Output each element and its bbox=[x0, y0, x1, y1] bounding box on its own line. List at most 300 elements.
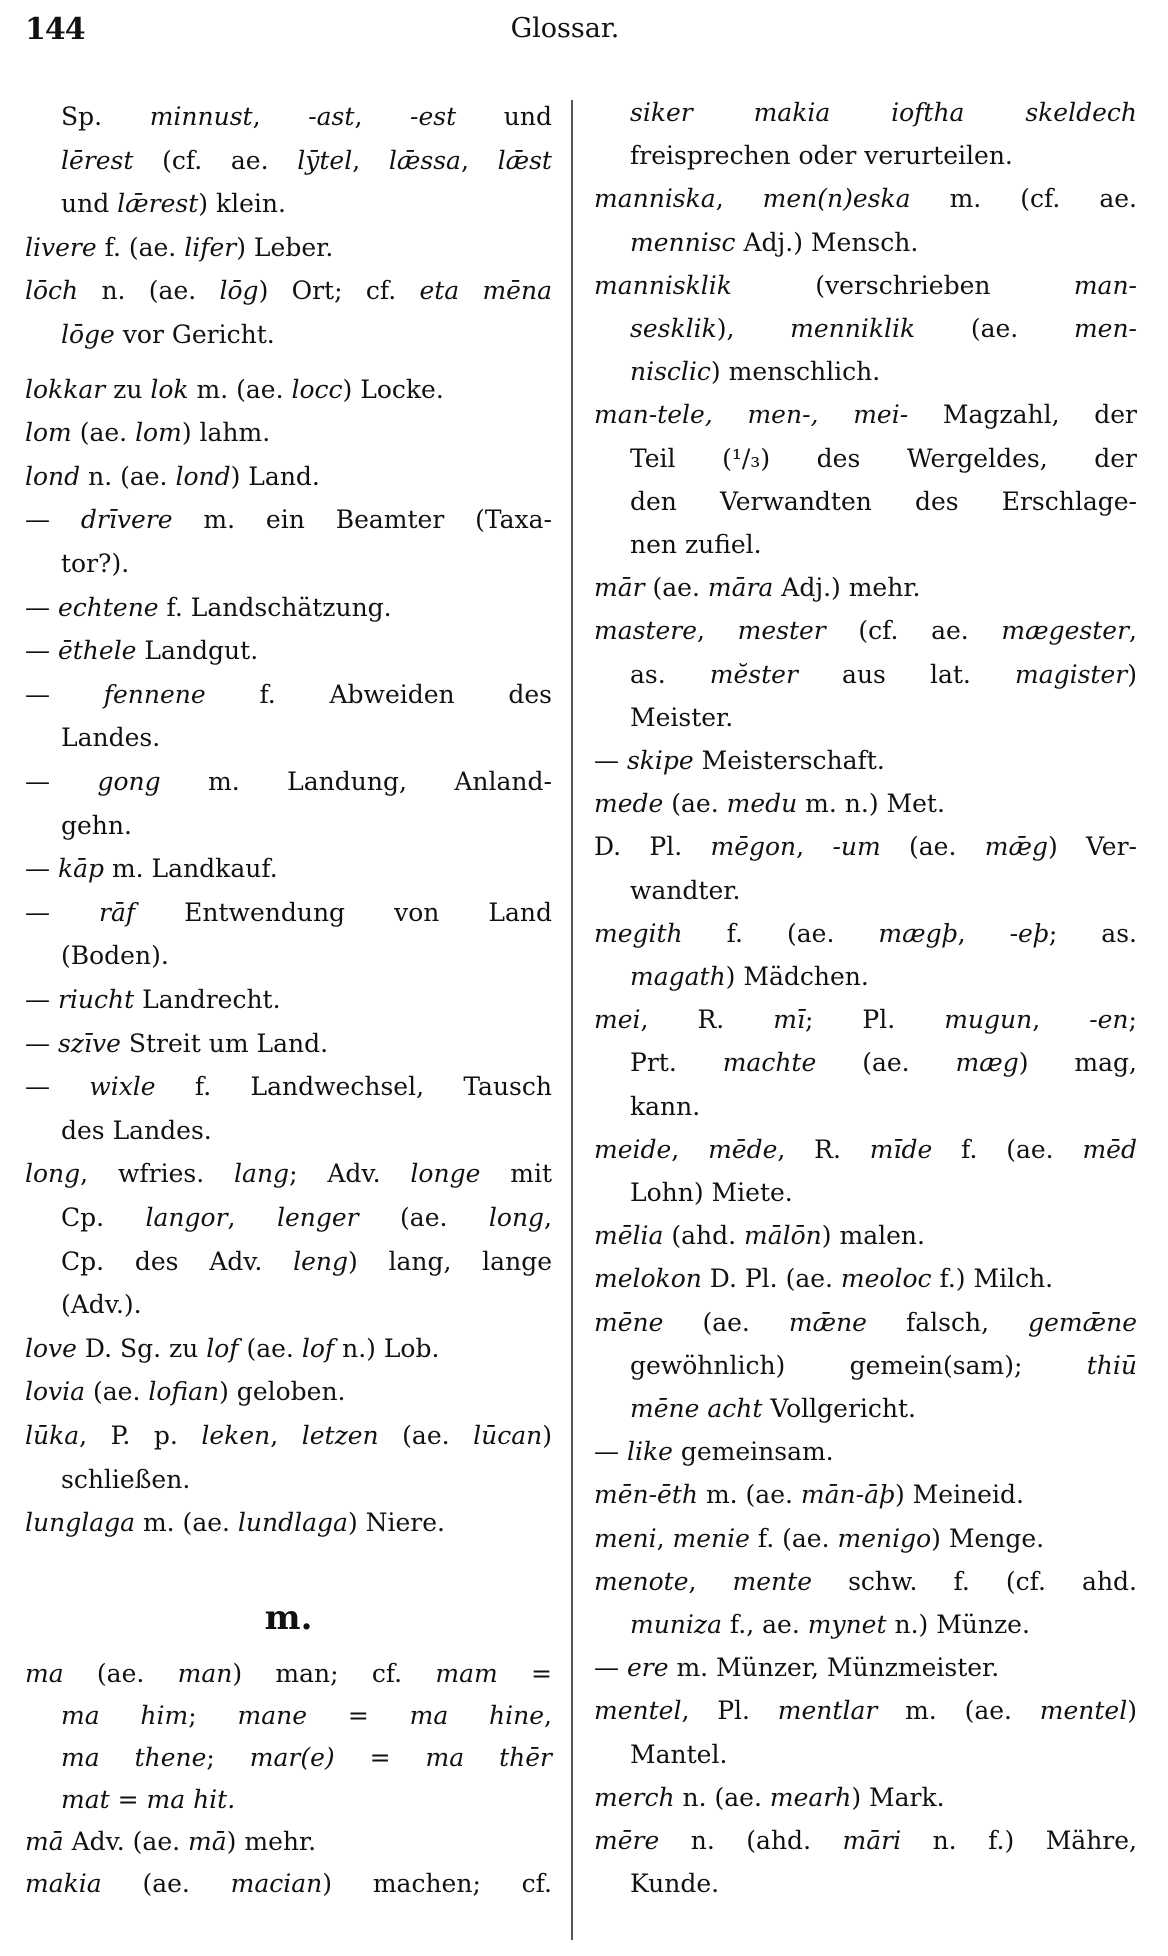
glossary-entry-line bbox=[630, 1087, 1137, 1127]
glossary-entry-headline bbox=[594, 1691, 1137, 1731]
gloss-text: (ae. bbox=[63, 1659, 178, 1688]
frisian-term: mar(e) bbox=[249, 1743, 335, 1772]
frisian-term: -en bbox=[1089, 1005, 1129, 1035]
page-number: 144 bbox=[25, 12, 85, 47]
glossary-entry-headline bbox=[594, 568, 1137, 608]
gloss-text: (ae. bbox=[915, 314, 1074, 343]
gloss-text: ) Leber. bbox=[236, 232, 334, 262]
gloss-text: ) mag, bbox=[1018, 1048, 1137, 1078]
glossary-entry-line bbox=[61, 936, 552, 976]
frisian-term: mālōn bbox=[744, 1221, 822, 1251]
frisian-term: locc bbox=[291, 374, 343, 404]
gloss-text: , Pl. bbox=[681, 1696, 778, 1726]
frisian-term: drīvere bbox=[80, 505, 173, 535]
frisian-term: muniza bbox=[630, 1610, 722, 1639]
glossary-entry-headline bbox=[594, 266, 1137, 306]
gloss-text: ) Niere. bbox=[347, 1508, 445, 1538]
gloss-text: zu bbox=[105, 374, 151, 404]
frisian-term: ma him bbox=[61, 1701, 189, 1730]
gloss-text: Kunde. bbox=[630, 1869, 720, 1899]
glossary-entry-line bbox=[630, 957, 1137, 997]
gloss-text: ) lang, lange bbox=[348, 1246, 552, 1276]
frisian-term: lom bbox=[25, 418, 72, 448]
frisian-term: -um bbox=[832, 832, 881, 862]
glossary-entry-line bbox=[630, 1735, 1137, 1775]
frisian-term: mastere bbox=[594, 616, 698, 646]
frisian-term: nisclic bbox=[630, 357, 711, 387]
gloss-text: wandter. bbox=[630, 875, 741, 905]
gloss-text: vor Gericht. bbox=[114, 320, 275, 349]
glossary-entry-headline bbox=[25, 500, 552, 540]
gloss-text: (ae. bbox=[663, 789, 727, 819]
glossary-entry-line bbox=[61, 1738, 552, 1778]
frisian-term: man bbox=[177, 1659, 233, 1688]
gloss-text: , bbox=[796, 832, 833, 862]
gloss-text: f. (ae. bbox=[749, 1523, 838, 1553]
frisian-term: long bbox=[488, 1203, 545, 1232]
gloss-text: = bbox=[334, 1743, 426, 1772]
frisian-term: mat bbox=[61, 1785, 110, 1814]
frisian-term: menie bbox=[672, 1523, 750, 1553]
frisian-term: mentlar bbox=[777, 1696, 878, 1726]
frisian-term: mār bbox=[594, 573, 645, 603]
frisian-term: sesklik bbox=[630, 314, 717, 343]
gloss-text: , bbox=[252, 102, 309, 131]
gloss-text: f. (ae. bbox=[682, 918, 879, 948]
frisian-term: lovia bbox=[25, 1377, 86, 1407]
gloss-text: Cp. bbox=[61, 1203, 146, 1232]
gloss-text: (ae. bbox=[71, 418, 136, 448]
glossary-entry-line bbox=[630, 352, 1137, 392]
gloss-text: Adv. (ae. bbox=[63, 1827, 189, 1856]
frisian-term: mĕster bbox=[709, 659, 798, 689]
frisian-term: lūcan bbox=[473, 1421, 543, 1450]
frisian-term: meoloc bbox=[840, 1264, 932, 1294]
glossary-entry-headline bbox=[594, 1432, 1137, 1472]
frisian-term: livere bbox=[25, 232, 97, 262]
frisian-term: man-tele, men-, mei- bbox=[594, 400, 909, 430]
glossary-entry-headline bbox=[25, 1329, 552, 1369]
gloss-text: , P. p. bbox=[79, 1421, 202, 1450]
gloss-text: — bbox=[25, 592, 58, 622]
frisian-term: lofian bbox=[148, 1377, 220, 1407]
gloss-text: ) Menge. bbox=[931, 1523, 1045, 1553]
gloss-text: (ae. bbox=[378, 1421, 474, 1450]
glossary-entry-headline bbox=[594, 1216, 1137, 1256]
frisian-term: lȳtel bbox=[297, 145, 353, 175]
frisian-term: lunglaga bbox=[25, 1508, 136, 1538]
gloss-text: ) man; cf. bbox=[232, 1659, 436, 1688]
gloss-text: ) bbox=[542, 1421, 552, 1450]
gloss-text: — bbox=[25, 1028, 58, 1058]
glossary-entry-line bbox=[61, 141, 552, 181]
frisian-term: eta mēna bbox=[419, 276, 552, 306]
glossary-entry-headline bbox=[594, 914, 1137, 954]
gloss-text: ) machen; cf. bbox=[322, 1869, 552, 1898]
gloss-text: — bbox=[25, 1072, 90, 1102]
glossary-entry-headline bbox=[594, 1778, 1137, 1818]
frisian-term: mīde bbox=[869, 1134, 933, 1164]
glossary-entry-headline bbox=[25, 631, 552, 671]
gloss-text: (cf. ae. bbox=[825, 616, 1002, 646]
glossary-entry-headline bbox=[594, 1259, 1137, 1299]
frisian-term: fennene bbox=[103, 679, 206, 709]
gloss-text: D. Sg. zu bbox=[76, 1333, 207, 1363]
gloss-text: schließen. bbox=[61, 1464, 191, 1494]
frisian-term: mēne acht bbox=[630, 1394, 763, 1423]
frisian-term: mæg bbox=[955, 1048, 1019, 1078]
glossary-entry-headline bbox=[594, 179, 1137, 219]
gloss-text: m. (ae. bbox=[188, 374, 292, 404]
gloss-text: Meisterschaft. bbox=[693, 746, 885, 775]
frisian-term: rāf bbox=[99, 897, 136, 927]
gloss-text: Vollgericht. bbox=[762, 1394, 916, 1423]
glossary-entry-line bbox=[61, 718, 552, 758]
gloss-text: schw. f. (cf. ahd. bbox=[812, 1566, 1137, 1596]
frisian-term: lifer bbox=[184, 232, 237, 262]
frisian-term: ma bbox=[25, 1659, 64, 1688]
glossary-entry-headline bbox=[25, 1864, 552, 1904]
gloss-text: — bbox=[594, 1653, 627, 1683]
frisian-term: lūka bbox=[25, 1421, 80, 1450]
glossary-entry-headline bbox=[25, 1067, 552, 1107]
frisian-term: melokon bbox=[594, 1264, 702, 1294]
gloss-text: f., ae. bbox=[721, 1610, 808, 1639]
glossary-entry-line bbox=[61, 1242, 552, 1282]
gloss-text: ) bbox=[1127, 1696, 1137, 1726]
frisian-term: ma thene bbox=[61, 1743, 207, 1772]
gloss-text: Landes. bbox=[61, 723, 161, 753]
frisian-term: mugun bbox=[944, 1005, 1033, 1035]
gloss-text: ; as. bbox=[1048, 918, 1137, 948]
frisian-term: lundlaga bbox=[237, 1508, 348, 1538]
glossary-entry-line bbox=[61, 1285, 552, 1325]
frisian-term: ma hine bbox=[409, 1701, 545, 1730]
glossary-entry-headline bbox=[25, 980, 552, 1020]
gloss-text: n.) Lob. bbox=[334, 1333, 440, 1363]
gloss-text: Teil (¹/₃) des Wergeldes, der bbox=[630, 443, 1137, 473]
frisian-term: szīve bbox=[57, 1028, 121, 1058]
frisian-term: -ast bbox=[308, 102, 355, 131]
frisian-term: merch bbox=[594, 1782, 675, 1812]
gloss-text: Prt. bbox=[630, 1048, 723, 1078]
gloss-text: gemeinsam. bbox=[672, 1437, 834, 1467]
glossary-entry-headline bbox=[25, 1654, 552, 1694]
gloss-text: ) Locke. bbox=[342, 374, 444, 404]
frisian-term: mennisc bbox=[630, 227, 736, 257]
gloss-text: ; Pl. bbox=[804, 1005, 945, 1035]
frisian-term: letzen bbox=[301, 1421, 379, 1450]
gloss-text: f. (ae. bbox=[932, 1134, 1083, 1164]
gloss-text: aus lat. bbox=[797, 659, 1015, 689]
frisian-term: gemǣne bbox=[1028, 1307, 1137, 1337]
frisian-term: lond bbox=[25, 461, 81, 491]
gloss-text: (ae. bbox=[644, 573, 708, 603]
gloss-text: m. ein Beamter (Taxa- bbox=[172, 505, 552, 535]
gloss-text: , bbox=[957, 918, 1010, 948]
gloss-text: , bbox=[1032, 1005, 1090, 1035]
gloss-text: , bbox=[544, 1701, 552, 1730]
glossary-entry-headline bbox=[594, 1130, 1137, 1170]
frisian-term: men- bbox=[1073, 314, 1138, 343]
glossary-entry-headline bbox=[594, 1303, 1137, 1343]
frisian-term: mægþ bbox=[878, 918, 958, 948]
frisian-term: long bbox=[25, 1159, 81, 1189]
gloss-text: m. Landung, Anland- bbox=[160, 767, 552, 796]
gloss-text: , wfries. bbox=[80, 1159, 235, 1189]
glossary-entry-line bbox=[630, 1605, 1137, 1645]
gloss-text: , bbox=[1129, 616, 1137, 646]
frisian-term: mente bbox=[732, 1566, 812, 1596]
glossary-entry-line bbox=[630, 482, 1137, 522]
frisian-term: -eþ bbox=[1009, 918, 1049, 948]
frisian-term: ma thēr bbox=[425, 1743, 553, 1772]
frisian-term: lond bbox=[175, 461, 231, 491]
glossary-entry-headline bbox=[594, 1519, 1137, 1559]
glossary-entry-line bbox=[630, 136, 1137, 176]
gloss-text: ; bbox=[206, 1743, 250, 1772]
glossary-entry-headline bbox=[25, 849, 552, 889]
gloss-text: = bbox=[497, 1659, 552, 1688]
frisian-term: menote bbox=[594, 1566, 689, 1596]
gloss-text: ; bbox=[1128, 1005, 1137, 1035]
glossary-entry-headline bbox=[594, 1000, 1137, 1040]
gloss-text: (ae. bbox=[238, 1333, 302, 1363]
glossary-entry-line bbox=[630, 698, 1137, 738]
frisian-term: mam bbox=[435, 1659, 498, 1688]
gloss-text: — bbox=[25, 985, 58, 1014]
gloss-text: ) Ver- bbox=[1047, 832, 1137, 862]
gloss-text: — bbox=[594, 1437, 627, 1467]
glossary-entry-headline bbox=[594, 1562, 1137, 1602]
frisian-term: ere bbox=[626, 1653, 669, 1683]
gloss-text: D. Pl. (ae. bbox=[701, 1264, 841, 1294]
gloss-text: ), bbox=[716, 314, 791, 343]
glossary-entry-headline bbox=[594, 395, 1137, 435]
frisian-term: lenger bbox=[276, 1203, 359, 1232]
gloss-text: des Landes. bbox=[61, 1115, 212, 1145]
gloss-text: (ae. bbox=[85, 1377, 149, 1407]
gloss-text: m. (ae. bbox=[135, 1508, 238, 1538]
glossary-entry-line bbox=[61, 544, 552, 584]
glossary-entry-headline bbox=[25, 1154, 552, 1194]
frisian-term: wixle bbox=[89, 1072, 156, 1102]
gloss-text: (ahd. bbox=[663, 1221, 745, 1251]
frisian-term: love bbox=[25, 1333, 77, 1363]
gloss-text: ) Meineid. bbox=[894, 1480, 1024, 1510]
glossary-entry-headline bbox=[25, 675, 552, 715]
gloss-text: m. (ae. bbox=[698, 1480, 801, 1510]
section-heading: m. bbox=[264, 1598, 313, 1638]
glossary-entry-line bbox=[61, 1198, 552, 1238]
frisian-term: lōge bbox=[61, 320, 115, 349]
gloss-text: ) mehr. bbox=[226, 1827, 317, 1856]
glossary-entry-headline bbox=[25, 1416, 552, 1456]
frisian-term: lǣst bbox=[497, 145, 552, 175]
gloss-text: den Verwandten des Erschlage- bbox=[630, 486, 1137, 516]
frisian-term: mēlia bbox=[594, 1221, 664, 1251]
gloss-text: , R. bbox=[777, 1134, 870, 1164]
gloss-text: f.) Milch. bbox=[931, 1264, 1054, 1294]
frisian-term: meide bbox=[594, 1134, 672, 1164]
gloss-text: mit bbox=[480, 1159, 553, 1189]
gloss-text: — bbox=[25, 854, 58, 884]
frisian-term: lof bbox=[301, 1333, 335, 1363]
frisian-term: lǣrest bbox=[117, 189, 199, 219]
gloss-text: (Boden). bbox=[61, 941, 169, 971]
glossary-entry-line bbox=[61, 1696, 552, 1736]
glossary-entry-line bbox=[61, 1460, 552, 1500]
gloss-text: m. Münzer, Münzmeister. bbox=[668, 1653, 1000, 1683]
frisian-term: -est bbox=[410, 102, 457, 131]
frisian-term: mei bbox=[594, 1005, 641, 1035]
frisian-term: men(n)eska bbox=[762, 184, 911, 214]
gloss-text: tor?). bbox=[61, 549, 130, 578]
frisian-term: mane bbox=[237, 1701, 308, 1730]
frisian-term: minnust bbox=[149, 102, 253, 131]
gloss-text: ) geloben. bbox=[219, 1377, 346, 1407]
frisian-term: mannisklik bbox=[594, 270, 732, 300]
frisian-term: mā bbox=[25, 1827, 64, 1856]
gloss-text: (verschrieben bbox=[731, 270, 1074, 300]
gloss-text: , R. bbox=[640, 1005, 774, 1035]
gloss-text: , bbox=[460, 145, 498, 175]
gloss-text: gehn. bbox=[61, 810, 132, 840]
gloss-text: — bbox=[594, 746, 627, 775]
glossary-entry-headline bbox=[594, 1648, 1137, 1688]
frisian-term: like bbox=[626, 1437, 673, 1467]
gloss-text: (ae. bbox=[358, 1203, 489, 1232]
gloss-text: , bbox=[544, 1203, 552, 1232]
frisian-term: longe bbox=[410, 1159, 481, 1189]
frisian-term: machte bbox=[722, 1048, 817, 1078]
glossary-entry-headline bbox=[25, 1822, 552, 1862]
gloss-text: Sp. bbox=[61, 102, 150, 131]
glossary-entry-headline bbox=[25, 893, 552, 933]
glossary-entry-headline bbox=[25, 762, 552, 802]
glossary-entry-line bbox=[61, 1780, 552, 1820]
frisian-term: magister bbox=[1014, 659, 1128, 689]
frisian-term: mægester bbox=[1001, 616, 1130, 646]
frisian-term: mede bbox=[594, 789, 664, 819]
glossary-entry-headline bbox=[25, 271, 552, 311]
gloss-text: (ae. bbox=[816, 1048, 956, 1078]
frisian-term: megith bbox=[594, 918, 683, 948]
frisian-term: mā bbox=[188, 1827, 227, 1856]
gloss-text: (Adv.). bbox=[61, 1290, 142, 1320]
gloss-text: ) lahm. bbox=[181, 418, 271, 448]
frisian-term: leken bbox=[201, 1421, 271, 1450]
frisian-term: lōg bbox=[219, 276, 259, 306]
glossary-entry-headline bbox=[25, 1372, 552, 1412]
gloss-text: f. Landschätzung. bbox=[158, 592, 392, 622]
frisian-term: menigo bbox=[837, 1523, 932, 1553]
gloss-text: n. (ae. bbox=[674, 1782, 770, 1812]
gloss-text: und bbox=[61, 189, 118, 219]
glossary-entry-headline bbox=[594, 611, 1137, 651]
frisian-term: ēthele bbox=[57, 636, 137, 666]
frisian-term: lof bbox=[206, 1333, 239, 1363]
gloss-text: m. (cf. ae. bbox=[910, 184, 1137, 214]
frisian-term: mēgon bbox=[710, 832, 797, 862]
gloss-text: ) Land. bbox=[230, 461, 320, 491]
gloss-text: f. (ae. bbox=[96, 232, 185, 262]
gloss-text: — bbox=[25, 505, 81, 535]
gloss-text: = bbox=[307, 1701, 410, 1730]
gloss-text: , bbox=[270, 1421, 302, 1450]
gloss-text: — bbox=[25, 679, 104, 709]
gloss-text: ) klein. bbox=[198, 189, 286, 219]
gloss-text: f. Abweiden des bbox=[205, 679, 552, 709]
gloss-text: , bbox=[656, 1523, 673, 1553]
gloss-text: und bbox=[456, 102, 552, 131]
frisian-term: manniska bbox=[594, 184, 716, 214]
frisian-term: mester bbox=[737, 616, 826, 646]
frisian-term: lom bbox=[135, 418, 182, 448]
gloss-text: (cf. ae. bbox=[133, 145, 298, 175]
gloss-text: Meister. bbox=[630, 702, 734, 732]
frisian-term: lang bbox=[234, 1159, 290, 1189]
gloss-text: Entwendung von Land bbox=[135, 897, 552, 927]
frisian-term: siker makia ioftha skeldech bbox=[630, 98, 1137, 127]
gloss-text: n. (ae. bbox=[80, 461, 176, 491]
frisian-term: lōch bbox=[25, 276, 79, 306]
glossary-entry-line bbox=[630, 525, 1137, 565]
frisian-term: meni bbox=[594, 1523, 657, 1553]
glossary-entry-headline bbox=[25, 588, 552, 628]
frisian-term: kāp bbox=[57, 854, 105, 884]
glossary-entry-headline bbox=[25, 370, 552, 410]
gloss-text: ) Ort; cf. bbox=[258, 276, 420, 306]
frisian-term: lǣssa bbox=[388, 145, 461, 175]
gloss-text: , bbox=[697, 616, 738, 646]
frisian-term: mī bbox=[773, 1005, 805, 1035]
gloss-text: , bbox=[227, 1203, 277, 1232]
glossary-entry-line bbox=[630, 309, 1137, 349]
gloss-text: freisprechen oder verurteilen. bbox=[630, 141, 1013, 171]
gloss-text: f. Landwechsel, Tausch bbox=[155, 1072, 552, 1102]
gloss-text: Lohn) Miete. bbox=[630, 1178, 793, 1207]
frisian-term: skipe bbox=[626, 746, 694, 775]
glossary-entry-line bbox=[630, 1043, 1137, 1083]
gloss-text: D. Pl. bbox=[594, 832, 711, 862]
gloss-text: — bbox=[25, 636, 58, 666]
gloss-text: , bbox=[688, 1566, 733, 1596]
gloss-text: Adj.) Mensch. bbox=[735, 227, 919, 257]
glossary-entry-headline bbox=[594, 741, 1137, 781]
gloss-text: nen zufiel. bbox=[630, 530, 762, 559]
frisian-term: magath bbox=[630, 962, 726, 991]
gloss-text: — bbox=[25, 897, 100, 927]
gloss-text: Landgut. bbox=[136, 636, 259, 666]
frisian-term: man- bbox=[1073, 270, 1137, 300]
frisian-term: māri bbox=[842, 1826, 902, 1855]
frisian-term: macian bbox=[230, 1869, 323, 1898]
frisian-term: mēne bbox=[594, 1307, 664, 1337]
gloss-text: Adj.) mehr. bbox=[773, 573, 921, 603]
frisian-term: māra bbox=[707, 573, 774, 603]
glossary-entry-headline bbox=[594, 1475, 1137, 1515]
glossary-entry-line bbox=[630, 871, 1137, 911]
frisian-term: leng bbox=[293, 1246, 348, 1276]
gloss-text: Mantel. bbox=[630, 1739, 728, 1769]
glossary-entry-line bbox=[61, 97, 552, 137]
frisian-term: mēde bbox=[708, 1134, 778, 1164]
glossary-entry-line bbox=[630, 439, 1137, 479]
frisian-term: makia bbox=[25, 1869, 102, 1898]
glossary-entry-line bbox=[630, 93, 1137, 133]
frisian-term: mynet bbox=[807, 1610, 887, 1639]
